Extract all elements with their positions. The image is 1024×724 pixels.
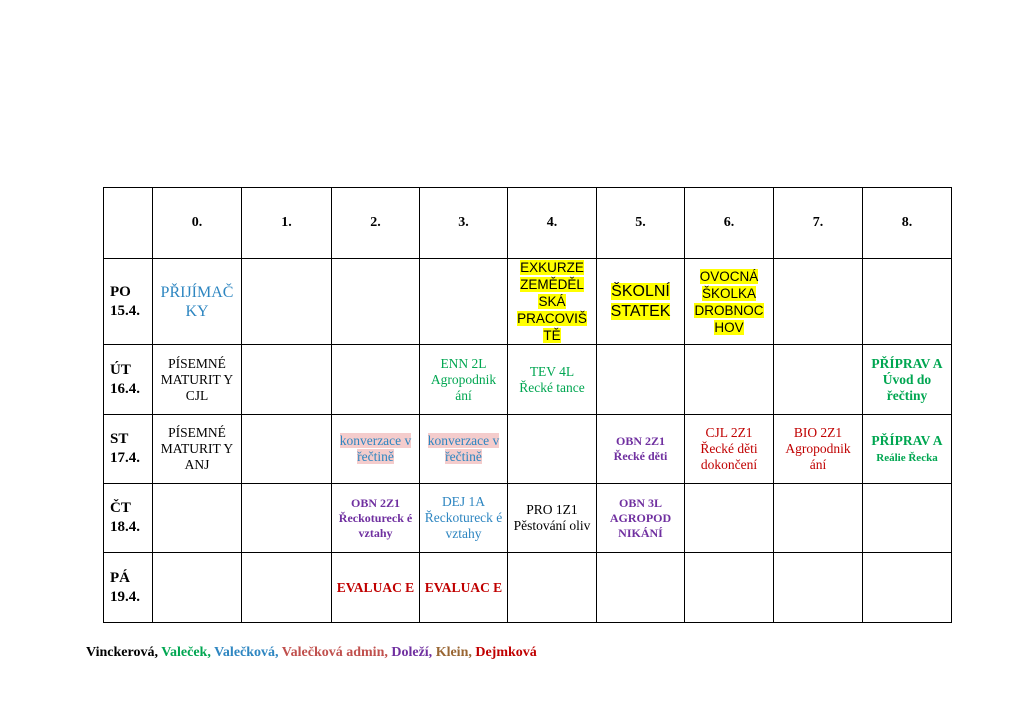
day-cell: PÁ 19.4.: [104, 553, 153, 623]
lesson-cell: konverzace v řečtině: [332, 415, 420, 484]
table-row: [104, 345, 952, 415]
lesson-cell: EVALUAC E: [420, 553, 508, 623]
empty-cell: [153, 484, 242, 553]
table-row: [104, 259, 952, 345]
empty-cell: [242, 259, 332, 345]
day-cell: ČT 18.4.: [104, 484, 153, 553]
legend-klein: Klein,: [435, 645, 472, 660]
legend-dejmkova: Dejmková: [475, 645, 537, 660]
empty-cell: [863, 484, 952, 553]
period-header: 2.: [332, 188, 420, 259]
empty-cell: [774, 484, 863, 553]
period-header: 8.: [863, 188, 952, 259]
empty-cell: [508, 553, 597, 623]
empty-cell: [242, 345, 332, 415]
lesson-cell: ENN 2L Agropodnik ání: [420, 345, 508, 415]
empty-cell: [774, 553, 863, 623]
schedule-table: [103, 187, 952, 623]
day-cell: PO 15.4.: [104, 259, 153, 345]
lesson-cell: EXKURZE ZEMĚDĚL SKÁ PRACOVIŠ TĚ: [508, 259, 597, 345]
legend-valecek: Valeček,: [161, 645, 211, 660]
empty-cell: [420, 259, 508, 345]
period-header: 0.: [153, 188, 242, 259]
corner-cell: [104, 188, 153, 259]
header-row: [104, 188, 952, 259]
lesson-cell: DEJ 1A Řeckotureck é vztahy: [420, 484, 508, 553]
empty-cell: [508, 415, 597, 484]
day-cell: ST 17.4.: [104, 415, 153, 484]
table-row: [104, 415, 952, 484]
empty-cell: [685, 484, 774, 553]
lesson-cell: konverzace v řečtině: [420, 415, 508, 484]
legend-vinckerova: Vinckerová,: [86, 645, 158, 660]
empty-cell: [685, 553, 774, 623]
table-row: [104, 484, 952, 553]
lesson-cell: OVOCNÁ ŠKOLKA DROBNOC HOV: [685, 259, 774, 345]
empty-cell: [774, 345, 863, 415]
empty-cell: [242, 553, 332, 623]
lesson-cell: PŘIJÍMAČ KY: [153, 259, 242, 345]
day-cell: ÚT 16.4.: [104, 345, 153, 415]
lesson-cell: ŠKOLNÍ STATEK: [597, 259, 685, 345]
empty-cell: [863, 259, 952, 345]
lesson-cell: OBN 3L AGROPOD NIKÁNÍ: [597, 484, 685, 553]
period-header: 5.: [597, 188, 685, 259]
empty-cell: [597, 553, 685, 623]
lesson-cell: CJL 2Z1 Řecké děti dokončení: [685, 415, 774, 484]
empty-cell: [242, 484, 332, 553]
lesson-cell: PÍSEMNÉ MATURIT Y CJL: [153, 345, 242, 415]
lesson-cell: PŘÍPRAV A Reálie Řecka: [863, 415, 952, 484]
lesson-cell: PÍSEMNÉ MATURIT Y ANJ: [153, 415, 242, 484]
period-header: 6.: [685, 188, 774, 259]
empty-cell: [685, 345, 774, 415]
empty-cell: [332, 345, 420, 415]
lesson-cell: BIO 2Z1 Agropodnik ání: [774, 415, 863, 484]
lesson-cell: PRO 1Z1 Pěstování oliv: [508, 484, 597, 553]
lesson-cell: OBN 2Z1 Řeckotureck é vztahy: [332, 484, 420, 553]
empty-cell: [242, 415, 332, 484]
table-row: [104, 553, 952, 623]
legend-dolezi: Doleží,: [391, 645, 433, 660]
lesson-cell: OBN 2Z1 Řecké děti: [597, 415, 685, 484]
teacher-legend: [86, 645, 537, 661]
empty-cell: [153, 553, 242, 623]
legend-valeckova: Valečková,: [214, 645, 279, 660]
empty-cell: [863, 553, 952, 623]
period-header: 1.: [242, 188, 332, 259]
empty-cell: [597, 345, 685, 415]
legend-valeckova-admin: Valečková admin,: [281, 645, 388, 660]
period-header: 3.: [420, 188, 508, 259]
period-header: 7.: [774, 188, 863, 259]
period-header: 4.: [508, 188, 597, 259]
empty-cell: [332, 259, 420, 345]
lesson-cell: EVALUAC E: [332, 553, 420, 623]
empty-cell: [774, 259, 863, 345]
lesson-cell: PŘÍPRAV A Úvod do řečtiny: [863, 345, 952, 415]
lesson-cell: TEV 4L Řecké tance: [508, 345, 597, 415]
